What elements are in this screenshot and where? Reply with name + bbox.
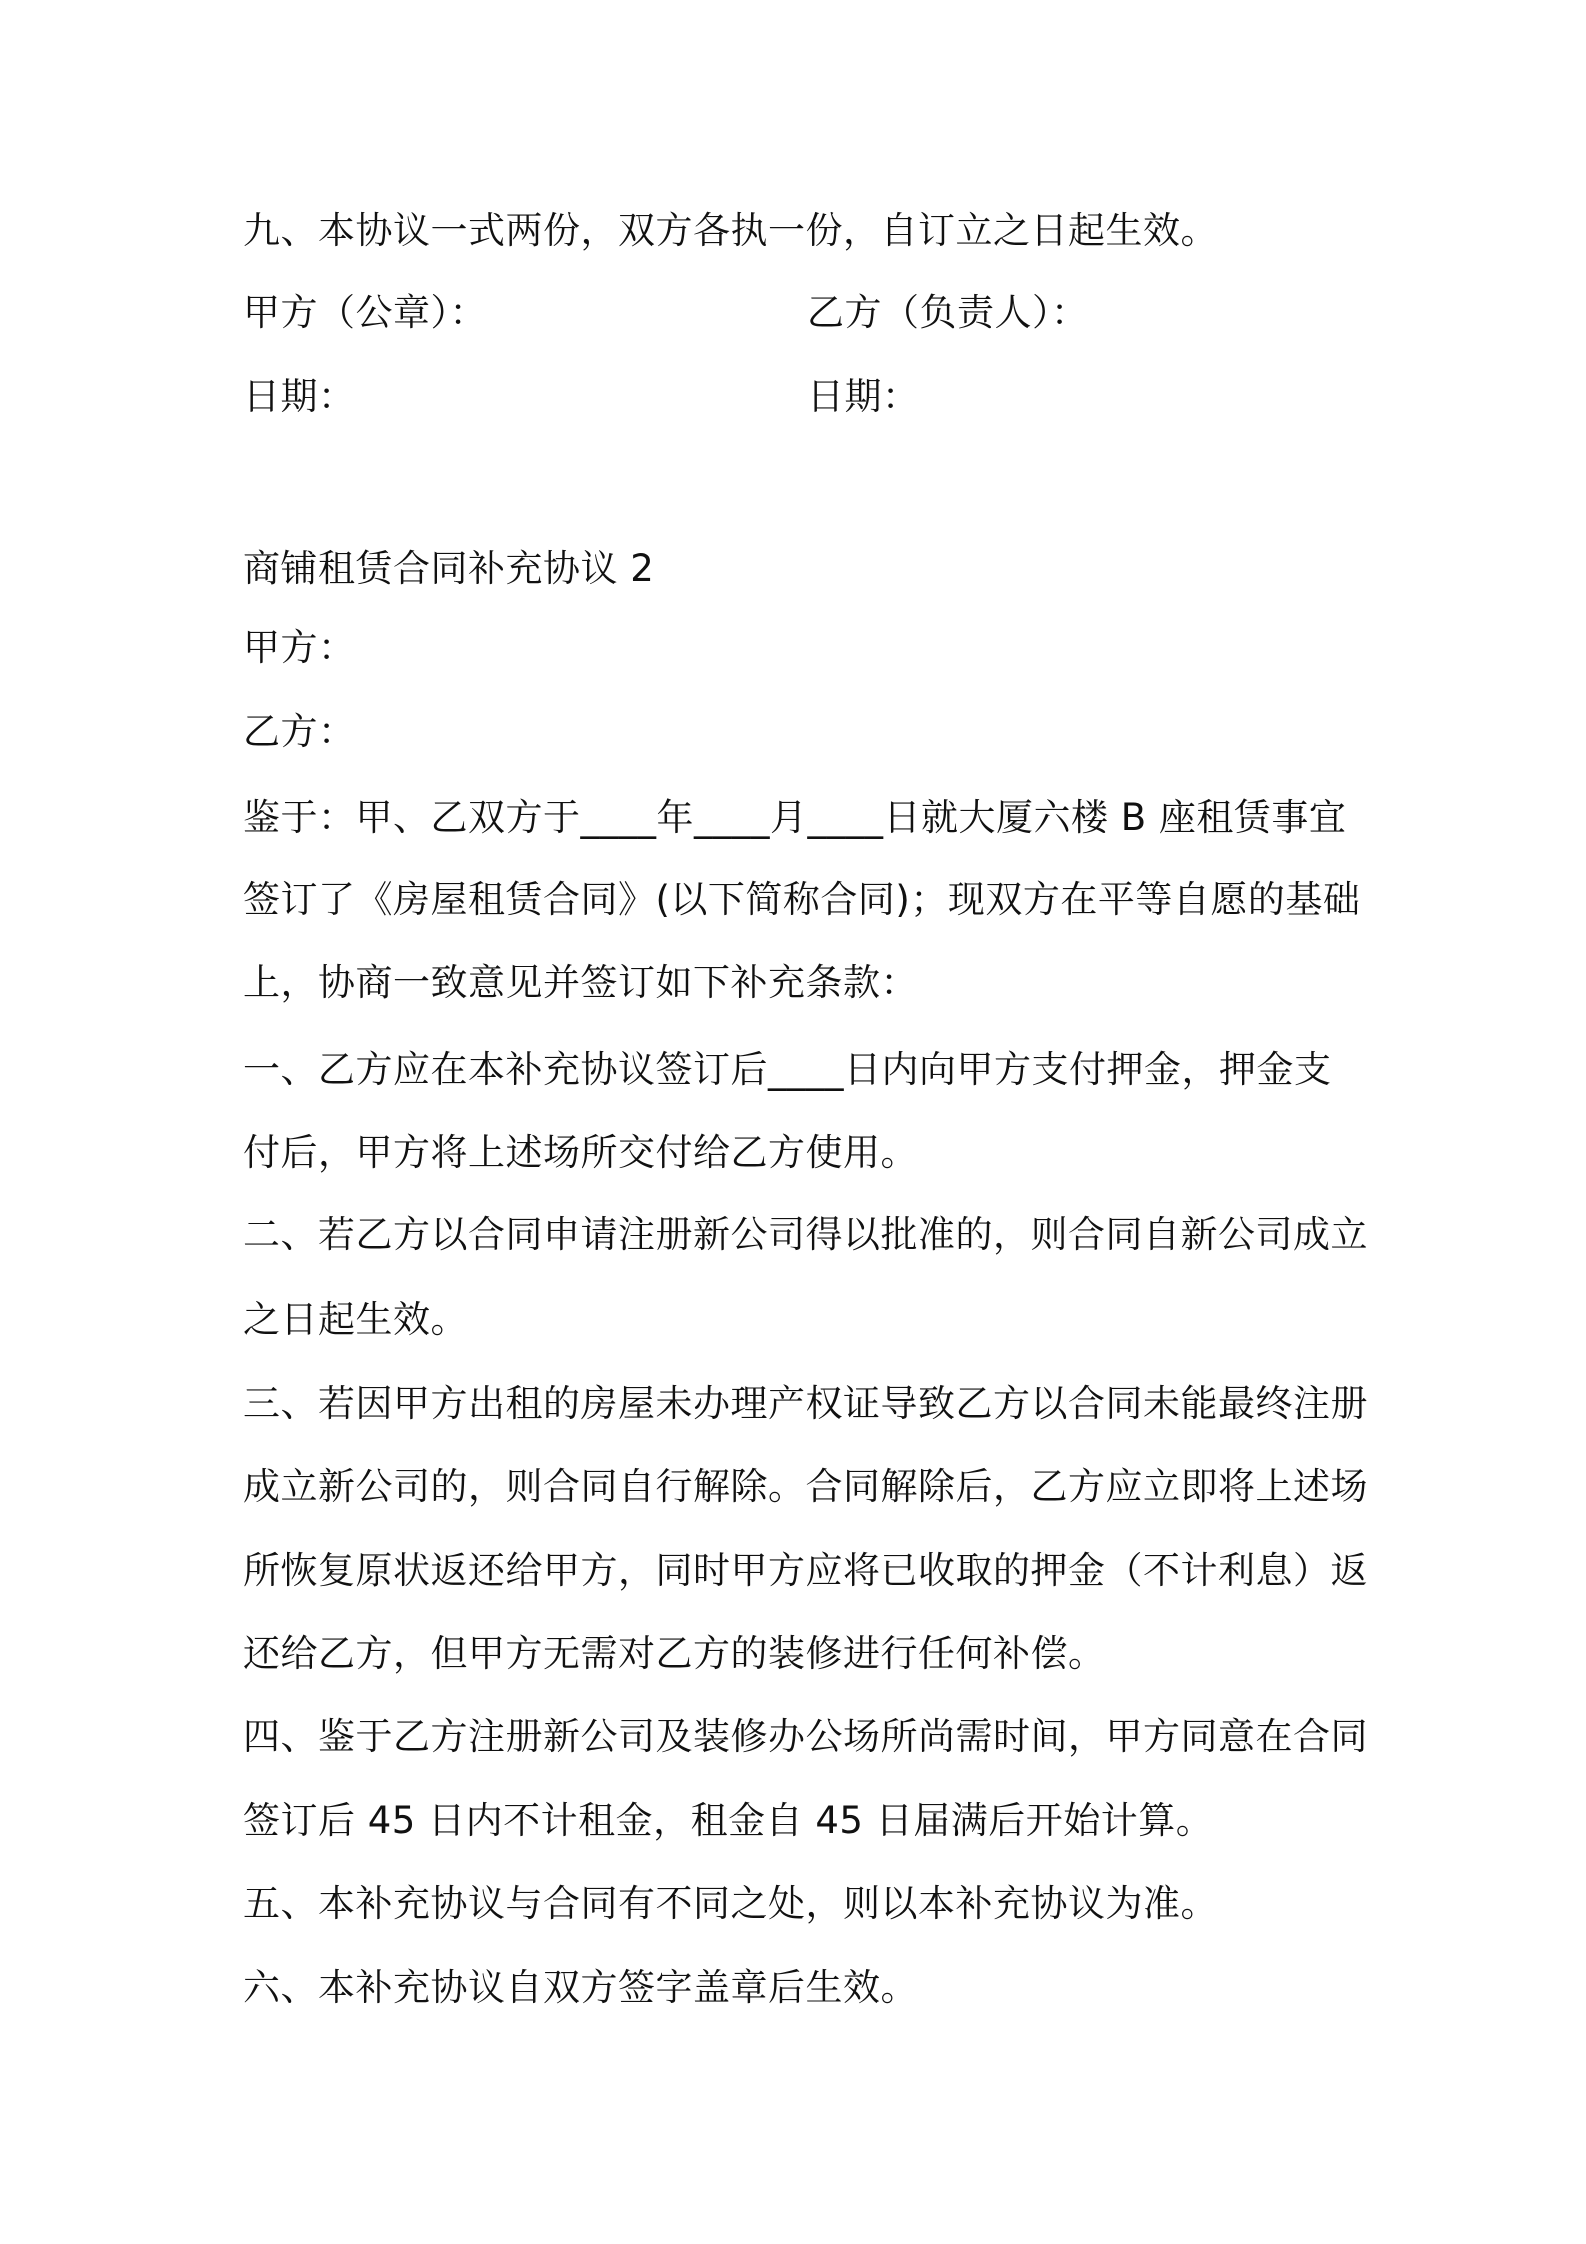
clause-four-line: 四、鉴于乙方注册新公司及装修办公场所尚需时间，甲方同意在合同 <box>243 1715 1368 1758</box>
signature-date-b: 日期： <box>807 375 920 418</box>
clause-four-line: 签订后 45 日内不计租金，租金自 45 日届满后开始计算。 <box>243 1799 1214 1842</box>
preamble-line: 上，协商一致意见并签订如下补充条款： <box>243 961 918 1004</box>
preamble-line: 鉴于：甲、乙双方于____年____月____日就大厦六楼 B 座租赁事宜 <box>243 796 1347 839</box>
signature-party-a: 甲方（公章）： <box>243 291 487 334</box>
clause-five: 五、本补充协议与合同有不同之处，则以本补充协议为准。 <box>243 1882 1218 1925</box>
clause-two-line: 二、若乙方以合同申请注册新公司得以批准的，则合同自新公司成立 <box>243 1213 1368 1256</box>
signature-date-a: 日期： <box>243 375 356 418</box>
clause-three-line: 还给乙方，但甲方无需对乙方的装修进行任何补偿。 <box>243 1632 1106 1675</box>
clause-two-line: 之日起生效。 <box>243 1298 468 1341</box>
agreement-title: 商铺租赁合同补充协议 2 <box>243 547 655 590</box>
clause-six: 六、本补充协议自双方签字盖章后生效。 <box>243 1966 918 2009</box>
preamble-line: 签订了《房屋租赁合同》(以下简称合同)；现双方在平等自愿的基础 <box>243 878 1361 921</box>
clause-three-line: 所恢复原状返还给甲方，同时甲方应将已收取的押金（不计利息）返 <box>243 1549 1368 1592</box>
clause-one-line: 一、乙方应在本补充协议签订后____日内向甲方支付押金，押金支 <box>243 1048 1332 1091</box>
clause-one-line: 付后，甲方将上述场所交付给乙方使用。 <box>243 1131 918 1174</box>
clause-three-line: 成立新公司的，则合同自行解除。合同解除后，乙方应立即将上述场 <box>243 1465 1368 1508</box>
signature-party-b: 乙方（负责人）： <box>807 291 1089 334</box>
agreement-party-a: 甲方： <box>243 626 356 669</box>
agreement-party-b: 乙方： <box>243 710 356 753</box>
clause-three-line: 三、若因甲方出租的房屋未办理产权证导致乙方以合同未能最终注册 <box>243 1382 1368 1425</box>
clause-nine: 九、本协议一式两份，双方各执一份，自订立之日起生效。 <box>243 209 1218 252</box>
